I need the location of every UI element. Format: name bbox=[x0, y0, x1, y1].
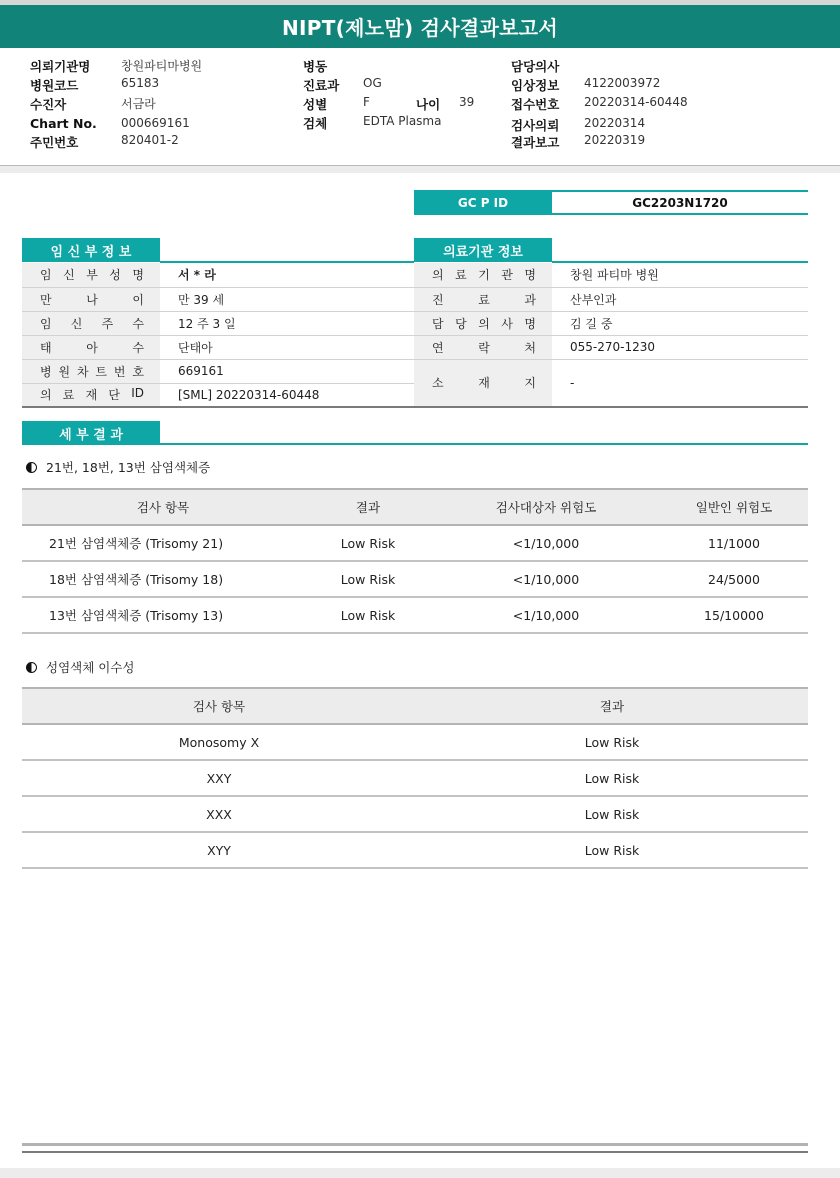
info-label: 수진자 bbox=[30, 97, 67, 112]
key-char: 료 bbox=[455, 268, 467, 283]
info-label: 진료과 bbox=[303, 78, 340, 93]
info-value: 20220319 bbox=[584, 133, 646, 147]
table-row bbox=[414, 335, 808, 359]
table-cell: XXY bbox=[22, 760, 416, 796]
pregnant-info-title: 임 신 부 정 보 bbox=[22, 238, 160, 262]
key-char: 태 bbox=[40, 340, 52, 355]
details-title: 세 부 결 과 bbox=[22, 421, 160, 445]
info-value: F bbox=[363, 95, 370, 109]
key-char: 처 bbox=[524, 340, 536, 355]
info-value: 20220314 bbox=[584, 116, 646, 130]
table-row bbox=[22, 724, 808, 760]
half-circle-icon bbox=[26, 662, 37, 673]
row-value: - bbox=[552, 359, 808, 407]
info-label: 임상정보 bbox=[511, 78, 560, 93]
trisomy-results-table bbox=[22, 488, 808, 634]
table-row bbox=[22, 760, 808, 796]
table-row bbox=[22, 796, 808, 832]
column-header: 결과 bbox=[416, 688, 808, 724]
column-header: 결과 bbox=[304, 489, 432, 525]
row-key bbox=[22, 383, 160, 407]
key-char: 진 bbox=[432, 292, 444, 307]
table-row bbox=[22, 335, 414, 359]
key-char: 과 bbox=[524, 292, 536, 307]
key-char: 재 bbox=[85, 388, 98, 403]
key-char: 당 bbox=[455, 316, 467, 331]
table-header-row bbox=[22, 688, 808, 724]
section1-title: 21번, 18번, 13번 삼염색체증 bbox=[46, 460, 211, 475]
row-key bbox=[22, 287, 160, 311]
table-cell: <1/10,000 bbox=[432, 597, 660, 633]
patient-info-panel bbox=[0, 48, 840, 166]
info-label: 담당의사 bbox=[511, 59, 560, 74]
gcid-value: GC2203N1720 bbox=[552, 190, 808, 215]
row-key bbox=[22, 311, 160, 335]
key-char: 성 bbox=[109, 268, 121, 283]
key-char: 아 bbox=[86, 340, 98, 355]
key-char: 수 bbox=[132, 340, 144, 355]
row-key bbox=[22, 335, 160, 359]
table-cell: Low Risk bbox=[416, 724, 808, 760]
info-label: 병원코드 bbox=[30, 78, 79, 93]
key-char: 의 bbox=[478, 316, 490, 331]
info-value: EDTA Plasma bbox=[363, 114, 442, 128]
row-value: 김 길 중 bbox=[552, 311, 808, 335]
row-key bbox=[22, 263, 160, 287]
info-label: 성별 bbox=[303, 97, 328, 112]
key-char: 신 bbox=[63, 268, 75, 283]
table-row bbox=[22, 832, 808, 868]
key-char: 사 bbox=[501, 316, 513, 331]
key-char: 명 bbox=[524, 316, 536, 331]
sex-chromosome-results-table bbox=[22, 687, 808, 869]
info-label: 결과보고 bbox=[511, 135, 560, 150]
row-key bbox=[22, 359, 160, 383]
table-cell: Low Risk bbox=[416, 760, 808, 796]
table-cell: 13번 삼염색체증 (Trisomy 13) bbox=[22, 597, 304, 633]
row-value: 12 주 3 일 bbox=[160, 311, 414, 335]
row-value: 창원 파티마 병원 bbox=[552, 263, 808, 287]
key-char: 의 bbox=[432, 268, 444, 283]
key-char: 명 bbox=[132, 268, 144, 283]
row-key bbox=[414, 359, 552, 407]
half-circle-icon bbox=[26, 462, 37, 473]
key-char: 기 bbox=[478, 268, 490, 283]
row-value: 669161 bbox=[160, 359, 414, 383]
table-row bbox=[22, 287, 414, 311]
key-char: 료 bbox=[478, 292, 490, 307]
footer-line bbox=[22, 1143, 808, 1146]
section2-subtitle bbox=[26, 658, 135, 676]
row-value: 산부인과 bbox=[552, 287, 808, 311]
info-value: 4122003972 bbox=[584, 76, 661, 90]
table-cell: 15/10000 bbox=[660, 597, 808, 633]
table-cell: XXX bbox=[22, 796, 416, 832]
hospital-info-title: 의료기관 정보 bbox=[414, 238, 552, 262]
row-value: 서 * 라 bbox=[160, 263, 414, 287]
table-cell: Low Risk bbox=[304, 597, 432, 633]
row-value: 만 39 세 bbox=[160, 287, 414, 311]
key-char: 부 bbox=[86, 268, 98, 283]
column-header: 검사 항목 bbox=[22, 489, 304, 525]
table-cell: 24/5000 bbox=[660, 561, 808, 597]
key-char: 소 bbox=[432, 376, 444, 391]
info-value: 39 bbox=[459, 95, 475, 109]
info-value: 20220314-60448 bbox=[584, 95, 688, 109]
key-char: 담 bbox=[432, 316, 444, 331]
info-label: 검사의뢰 bbox=[511, 118, 560, 133]
key-char: 이 bbox=[132, 292, 144, 307]
key-char: 수 bbox=[132, 316, 144, 331]
section-line bbox=[160, 443, 808, 445]
key-char: 주 bbox=[101, 316, 114, 331]
column-header: 일반인 위험도 bbox=[660, 489, 808, 525]
key-char: 병 bbox=[40, 364, 52, 379]
info-value: OG bbox=[363, 76, 382, 90]
key-char: 료 bbox=[62, 388, 75, 403]
key-char: 임 bbox=[40, 268, 52, 283]
info-label: 병동 bbox=[303, 59, 328, 74]
table-cell: XYY bbox=[22, 832, 416, 868]
gcid-label: GC P ID bbox=[414, 190, 552, 215]
key-char: 만 bbox=[40, 292, 52, 307]
key-char: 재 bbox=[478, 376, 490, 391]
row-key bbox=[414, 335, 552, 359]
key-char: 호 bbox=[132, 364, 144, 379]
divider-band bbox=[0, 166, 840, 173]
hospital-info-table bbox=[414, 263, 808, 408]
table-cell: 11/1000 bbox=[660, 525, 808, 561]
key-char: 연 bbox=[432, 340, 444, 355]
section2-title: 성염색체 이수성 bbox=[46, 660, 135, 675]
key-char: 의 bbox=[40, 388, 52, 403]
table-cell: 21번 삼염색체증 (Trisomy 21) bbox=[22, 525, 304, 561]
table-row bbox=[414, 263, 808, 287]
table-cell: Low Risk bbox=[416, 832, 808, 868]
table-row bbox=[22, 263, 414, 287]
table-row bbox=[22, 359, 414, 383]
table-cell: Monosomy X bbox=[22, 724, 416, 760]
row-value: 055-270-1230 bbox=[552, 335, 808, 359]
table-cell: 18번 삼염색체증 (Trisomy 18) bbox=[22, 561, 304, 597]
row-value: [SML] 20220314-60448 bbox=[160, 383, 414, 407]
key-char: 트 bbox=[95, 364, 107, 379]
table-row bbox=[22, 561, 808, 597]
key-char: 락 bbox=[478, 340, 490, 355]
info-value: 65183 bbox=[121, 76, 160, 90]
column-header: 검사 항목 bbox=[22, 688, 416, 724]
report-title: NIPT(제노맘) 검사결과보고서 bbox=[0, 0, 840, 48]
row-key bbox=[414, 263, 552, 287]
key-char: 지 bbox=[524, 376, 536, 391]
table-cell: <1/10,000 bbox=[432, 561, 660, 597]
info-label: Chart No. bbox=[30, 116, 97, 131]
info-value: 000669161 bbox=[121, 116, 190, 130]
key-char: 번 bbox=[113, 364, 126, 379]
info-label: 나이 bbox=[416, 97, 441, 112]
key-char: 단 bbox=[108, 388, 120, 403]
table-row bbox=[22, 383, 414, 407]
info-label: 주민번호 bbox=[30, 135, 79, 150]
row-value: 단태아 bbox=[160, 335, 414, 359]
table-cell: Low Risk bbox=[416, 796, 808, 832]
row-key bbox=[414, 287, 552, 311]
key-char: 명 bbox=[524, 268, 536, 283]
table-row bbox=[22, 597, 808, 633]
table-cell: Low Risk bbox=[304, 561, 432, 597]
table-row bbox=[414, 359, 808, 407]
key-char: 관 bbox=[501, 268, 513, 283]
table-cell: Low Risk bbox=[304, 525, 432, 561]
key-char: 나 bbox=[86, 292, 98, 307]
info-value: 창원파티마병원 bbox=[121, 59, 203, 73]
info-value: 서금라 bbox=[121, 97, 156, 111]
footer-band bbox=[0, 1168, 840, 1178]
table-row bbox=[414, 287, 808, 311]
table-row bbox=[22, 525, 808, 561]
info-value: 820401-2 bbox=[121, 133, 179, 147]
info-label: 의뢰기관명 bbox=[30, 59, 91, 74]
key-char: ID bbox=[131, 386, 144, 401]
column-header: 검사대상자 위험도 bbox=[432, 489, 660, 525]
section1-subtitle bbox=[26, 458, 210, 476]
table-row bbox=[414, 311, 808, 335]
key-char: 원 bbox=[58, 364, 71, 379]
table-cell: <1/10,000 bbox=[432, 525, 660, 561]
key-char: 임 bbox=[40, 316, 52, 331]
table-header-row bbox=[22, 489, 808, 525]
info-label: 검체 bbox=[303, 116, 328, 131]
row-key bbox=[414, 311, 552, 335]
footer-line bbox=[22, 1151, 808, 1153]
key-char: 신 bbox=[70, 316, 83, 331]
info-label: 접수번호 bbox=[511, 97, 560, 112]
pregnant-info-table bbox=[22, 263, 414, 408]
key-char: 차 bbox=[76, 364, 89, 379]
table-row bbox=[22, 311, 414, 335]
